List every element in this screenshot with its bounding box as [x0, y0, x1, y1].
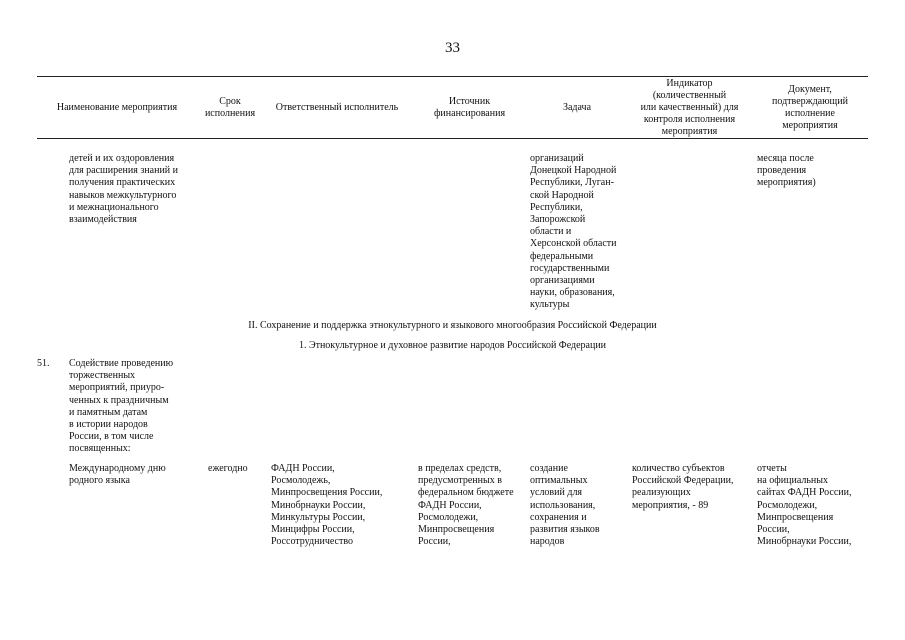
header-indicator: Индикатор (количественный или качественный) для контроля исполнения мероприятия — [640, 77, 739, 137]
sub-row-indicator: количество субъектов Российской Федерации, реализующих мероприятия, - 89 — [632, 463, 734, 511]
table-header-bottom-rule — [37, 138, 868, 139]
header-name: Наименование мероприятия — [56, 101, 178, 113]
header-task: Задача — [562, 101, 592, 113]
row-number: 51. — [37, 358, 50, 369]
header-source: Источник финансирования — [433, 95, 506, 119]
continuation-task: организаций Донецкой Народной Республики, Луган- ской Народной Республики, Запорожской области и Херсонской области федеральными государственными организациями науки, образования, культуры — [530, 153, 617, 311]
page-number: 33 — [445, 40, 460, 56]
subsection-title: 1. Этнокультурное и духовное развитие народов Российской Федерации — [298, 340, 607, 351]
continuation-name: детей и их оздоровления для расширения знаний и получения практических навыков межкультурного и межнационального взаимодействия — [69, 153, 178, 226]
sub-row-source: в пределах средств, предусмотренных в федеральном бюджете ФАДН России, Росмолодежи, Минпросвещения России, — [418, 463, 514, 548]
sub-row-task: создание оптимальных условий для использования, сохранения и развития языков народов — [530, 463, 600, 548]
header-document: Документ, подтверждающий исполнение мероприятия — [772, 83, 848, 131]
header-term: Срок исполнения — [204, 95, 256, 119]
row-51-name: Содействие проведению торжественных мероприятий, приуро- ченных к праздничным и памятным датам в истории народов России, в том числе посвященных: — [69, 358, 174, 455]
sub-row-document: отчеты на официальных сайтах ФАДН России, Росмолодежи, Минпросвещения России, Минобрнауки России, — [757, 463, 852, 548]
header-executor: Ответственный исполнитель — [275, 101, 399, 113]
section-title: II. Сохранение и поддержка этнокультурного и языкового многообразия Российской Федерации — [248, 320, 657, 331]
continuation-document: месяца после проведения мероприятия) — [757, 153, 816, 189]
sub-row-term: ежегодно — [208, 463, 248, 474]
sub-row-name: Международному дню родного языка — [69, 463, 166, 487]
sub-row-executor: ФАДН России, Росмолодежь, Минпросвещения России, Минобрнауки России, Минкультуры России, Минцифры России, Россотрудничество — [271, 463, 383, 548]
